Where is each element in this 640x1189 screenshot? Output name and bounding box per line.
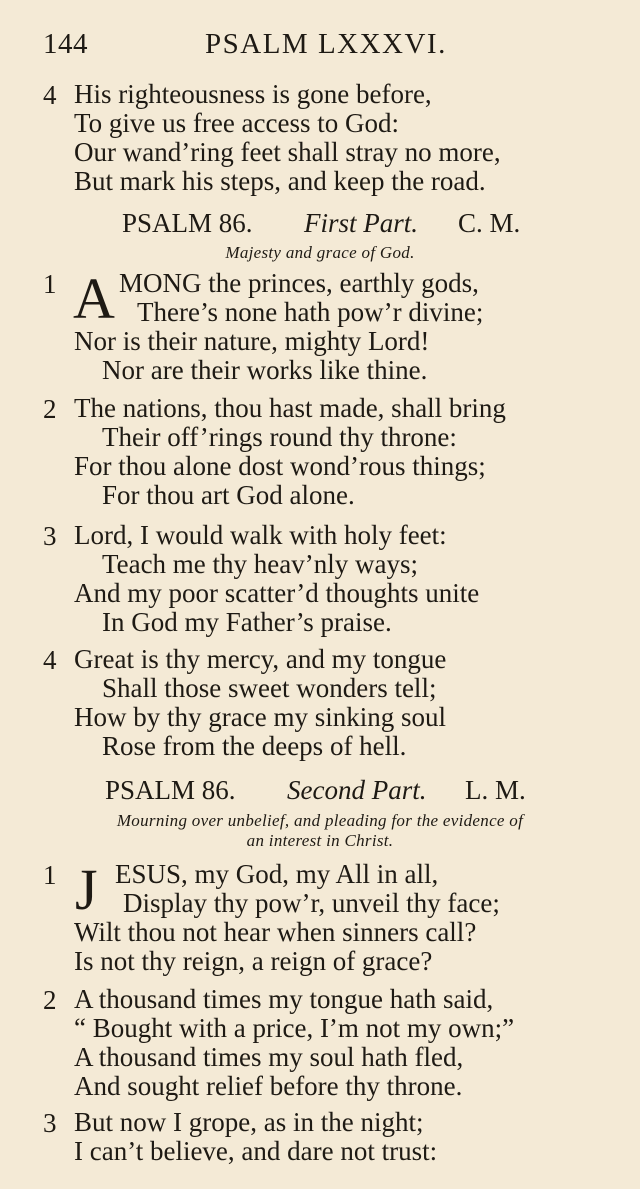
drop-cap: A: [73, 266, 115, 331]
verse-line: Wilt thou not hear when sinners call?: [74, 917, 477, 947]
verse-line: There’s none hath pow’r divine;: [137, 297, 484, 327]
verse-line: Shall those sweet wonders tell;: [102, 673, 437, 703]
verse-line: In God my Father’s praise.: [102, 607, 392, 637]
psalm-part: Second Part.: [287, 775, 427, 805]
verse-line: Nor is their nature, mighty Lord!: [74, 326, 430, 356]
verse-number: 2: [43, 394, 57, 424]
verse-line: But mark his steps, and keep the road.: [74, 166, 486, 196]
verse-line: Lord, I would walk with holy feet:: [74, 520, 447, 550]
running-head: PSALM LXXXVI.: [205, 28, 447, 60]
psalm-number: PSALM 86.: [105, 775, 236, 805]
verse-line: Nor are their works like thine.: [102, 355, 428, 385]
psalm-meter: L. M.: [465, 775, 526, 805]
verse-line: Great is thy mercy, and my tongue: [74, 644, 447, 674]
verse-line: And my poor scatter’d thoughts unite: [74, 578, 480, 608]
verse-line: Rose from the deeps of hell.: [102, 731, 407, 761]
verse-line: Our wand’ring feet shall stray no more,: [74, 137, 501, 167]
page-number: 144: [43, 28, 88, 60]
verse-number: 1: [43, 269, 57, 299]
verse-line: The nations, thou hast made, shall bring: [74, 393, 506, 423]
verse-line: MONG the princes, earthly gods,: [119, 268, 479, 298]
verse-line: Display thy pow’r, unveil thy face;: [123, 888, 500, 918]
verse-line: How by thy grace my sinking soul: [74, 702, 446, 732]
page-header: [43, 28, 603, 68]
verse-number: 4: [43, 80, 57, 110]
verse-line: Teach me thy heav’nly ways;: [102, 549, 418, 579]
verse-line: A thousand times my soul hath fled,: [74, 1042, 464, 1072]
psalm-subtitle: Mourning over unbelief, and pleading for the evidence of: [116, 811, 524, 830]
verse-line: Is not thy reign, a reign of grace?: [74, 946, 433, 976]
verse-number: 3: [43, 521, 57, 551]
verse-line: Their off’rings round thy throne:: [102, 422, 457, 452]
psalm-part: First Part.: [304, 208, 419, 238]
verse-line: ESUS, my God, my All in all,: [115, 859, 439, 889]
verse-line: But now I grope, as in the night;: [74, 1107, 424, 1137]
verse-line: I can’t believe, and dare not trust:: [74, 1136, 438, 1166]
verse-number: 2: [43, 985, 57, 1015]
verse-number: 3: [43, 1108, 57, 1138]
drop-cap: J: [75, 857, 98, 922]
psalm-number: PSALM 86.: [122, 208, 253, 238]
verse-line: “ Bought with a price, I’m not my own;”: [74, 1013, 515, 1043]
psalm-subtitle: an interest in Christ.: [246, 831, 394, 850]
verse-line: A thousand times my tongue hath said,: [74, 984, 494, 1014]
verse-line: For thou art God alone.: [102, 480, 355, 510]
verse-number: 1: [43, 860, 57, 890]
psalm-subtitle: Majesty and grace of God.: [225, 243, 415, 262]
psalm-meter: C. M.: [458, 208, 521, 238]
verse-line: And sought relief before thy throne.: [74, 1071, 463, 1101]
verse-line: To give us free access to God:: [74, 108, 400, 138]
verse-line: For thou alone dost wond’rous things;: [74, 451, 486, 481]
psalm-title-second-part: [0, 775, 640, 807]
verse-line: His righteousness is gone before,: [74, 79, 432, 109]
verse-number: 4: [43, 645, 57, 675]
psalm-title-first-part: [0, 208, 640, 240]
